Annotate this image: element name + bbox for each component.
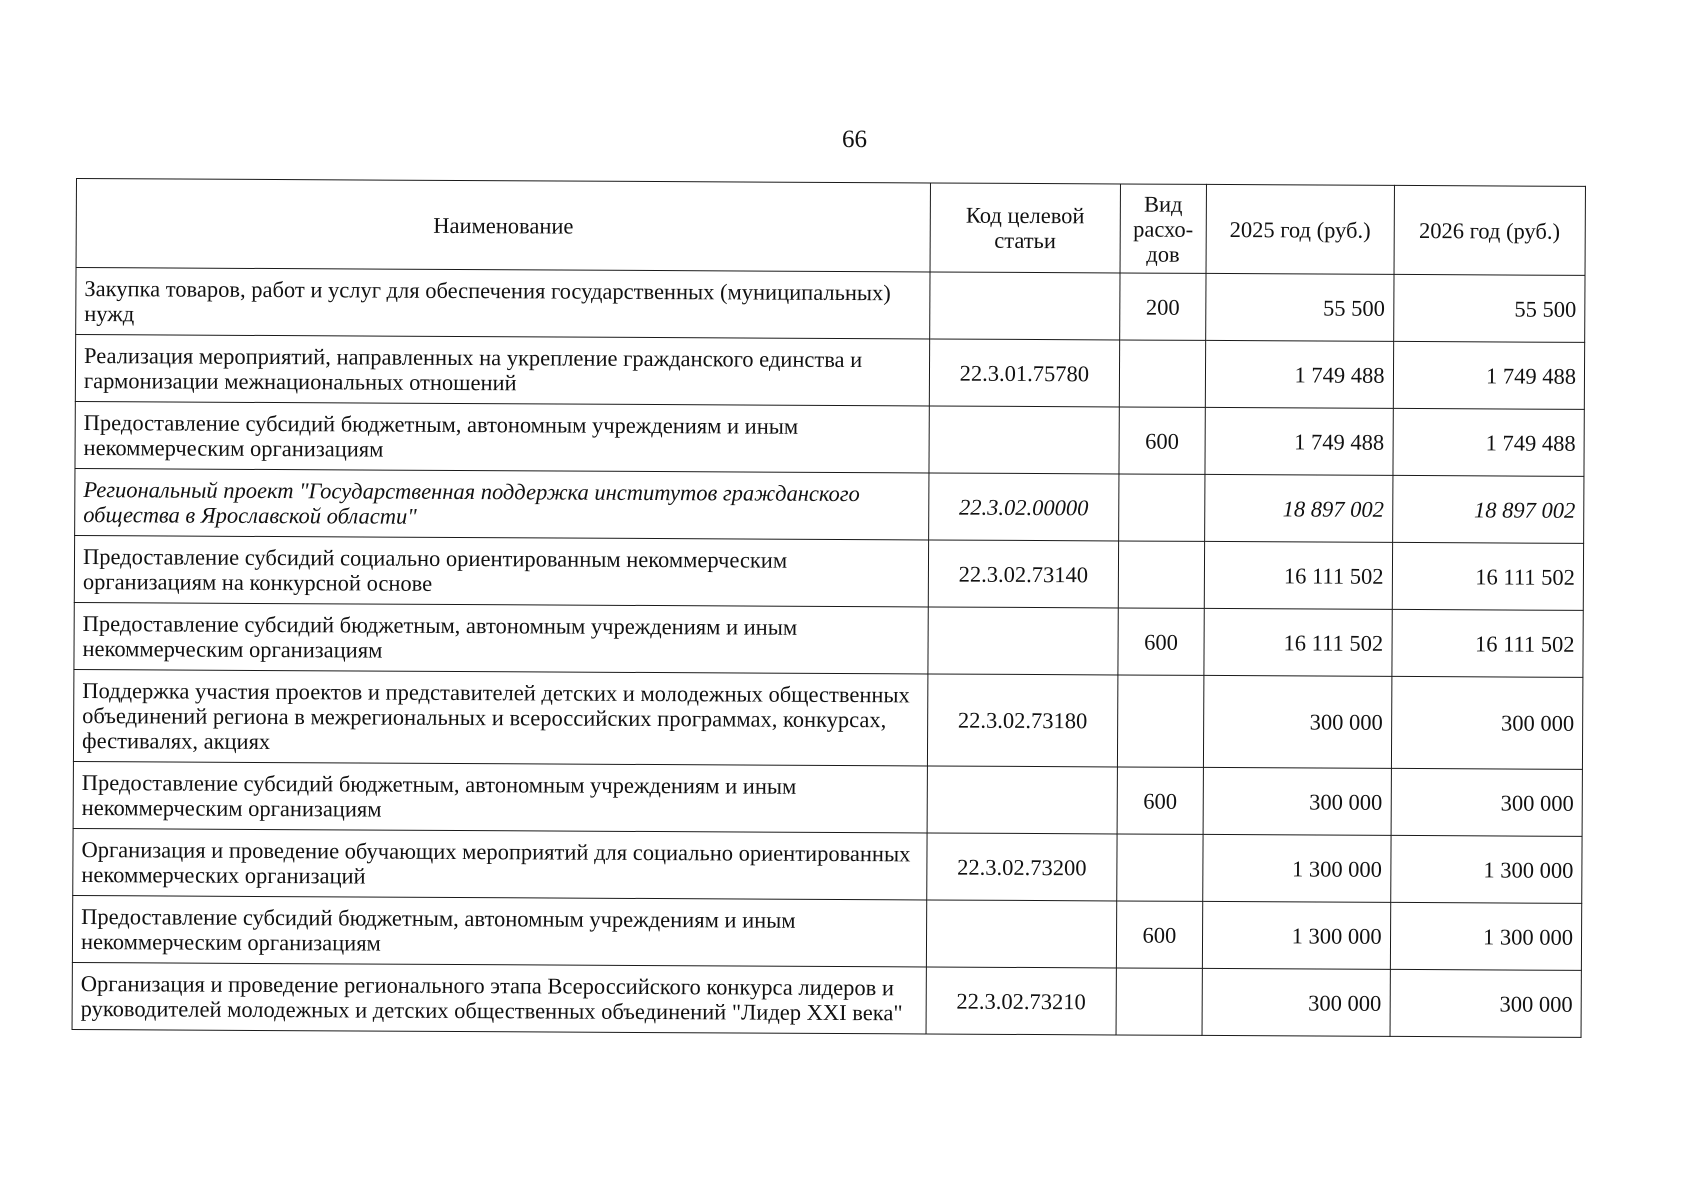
table-row bbox=[73, 669, 1582, 769]
header-kind: Вид расхо-дов bbox=[1120, 184, 1207, 273]
row-name: Поддержка участия проектов и представителей детских и молодежных общественных объединений региона в межрегиональных и всероссийских программах, конкурсах, фестивалях, акциях bbox=[73, 669, 928, 765]
row-name: Предоставление субсидий социально ориентированным некоммерческим организациям на конкурсной основе bbox=[74, 535, 929, 606]
page-number: 66 bbox=[842, 126, 867, 153]
row-code bbox=[930, 272, 1120, 340]
row-code: 22.3.01.75780 bbox=[930, 339, 1120, 407]
table-row bbox=[74, 535, 1583, 610]
table-row bbox=[72, 962, 1581, 1037]
row-code bbox=[927, 900, 1117, 968]
row-amount-2025: 55 500 bbox=[1206, 273, 1394, 341]
table-row bbox=[75, 335, 1584, 410]
row-amount-2026: 16 111 502 bbox=[1391, 609, 1583, 677]
row-amount-2026: 1 749 488 bbox=[1393, 341, 1585, 409]
row-amount-2025: 300 000 bbox=[1204, 675, 1392, 768]
row-kind: 600 bbox=[1119, 407, 1206, 474]
row-kind bbox=[1116, 834, 1203, 901]
row-kind bbox=[1119, 340, 1206, 407]
row-code bbox=[928, 607, 1118, 675]
row-code: 22.3.02.73180 bbox=[928, 674, 1118, 767]
table-row bbox=[72, 895, 1581, 970]
header-year-2026: 2026 год (руб.) bbox=[1394, 185, 1586, 275]
row-name: Предоставление субсидий бюджетным, автономным учреждениям и иным некоммерческим организациям bbox=[73, 761, 928, 832]
row-amount-2026: 300 000 bbox=[1391, 676, 1583, 769]
row-name: Закупка товаров, работ и услуг для обеспечения государственных (муниципальных) нужд bbox=[76, 268, 931, 339]
row-amount-2025: 300 000 bbox=[1202, 968, 1390, 1036]
header-code: Код целевой статьи bbox=[930, 183, 1120, 273]
row-amount-2025: 300 000 bbox=[1203, 767, 1391, 835]
row-amount-2026: 16 111 502 bbox=[1392, 542, 1584, 610]
header-name: Наименование bbox=[76, 179, 931, 272]
row-code: 22.3.02.73200 bbox=[927, 833, 1117, 901]
row-name: Реализация мероприятий, направленных на укрепление гражданского единства и гармонизации межнациональных отношений bbox=[75, 335, 930, 406]
row-amount-2026: 55 500 bbox=[1393, 274, 1585, 342]
row-kind bbox=[1118, 474, 1205, 541]
row-code bbox=[929, 406, 1119, 474]
row-name: Предоставление субсидий бюджетным, автономным учреждениям и иным некоммерческим организациям bbox=[72, 895, 927, 966]
row-amount-2026: 18 897 002 bbox=[1392, 475, 1584, 543]
row-kind: 600 bbox=[1116, 901, 1203, 968]
row-amount-2026: 300 000 bbox=[1391, 768, 1583, 836]
row-kind: 600 bbox=[1118, 608, 1205, 675]
table-row bbox=[75, 401, 1584, 476]
row-kind bbox=[1118, 541, 1205, 608]
row-amount-2025: 1 300 000 bbox=[1203, 834, 1391, 902]
row-name: Предоставление субсидий бюджетным, автономным учреждениям и иным некоммерческим организациям bbox=[75, 401, 930, 472]
row-kind bbox=[1116, 968, 1203, 1035]
table-body bbox=[72, 268, 1585, 1038]
row-amount-2026: 300 000 bbox=[1390, 969, 1582, 1037]
row-name: Организация и проведение регионального этапа Всероссийского конкурса лидеров и руководителей молодежных и детских общественных объединений "Лидер XXI века" bbox=[72, 962, 927, 1033]
row-code bbox=[927, 766, 1117, 834]
row-code: 22.3.02.73140 bbox=[928, 540, 1118, 608]
row-name: Региональный проект "Государственная поддержка институтов гражданского общества в Ярославской области" bbox=[75, 468, 930, 539]
row-code: 22.3.02.73210 bbox=[926, 967, 1116, 1035]
row-amount-2025: 18 897 002 bbox=[1205, 474, 1393, 542]
table-row bbox=[75, 468, 1584, 543]
row-amount-2026: 1 300 000 bbox=[1390, 835, 1582, 903]
row-kind: 200 bbox=[1119, 273, 1206, 340]
table-row bbox=[74, 602, 1583, 677]
row-amount-2025: 16 111 502 bbox=[1204, 541, 1392, 609]
row-kind bbox=[1117, 675, 1204, 767]
row-amount-2026: 1 749 488 bbox=[1393, 408, 1585, 476]
row-amount-2025: 16 111 502 bbox=[1204, 608, 1392, 676]
budget-table bbox=[72, 178, 1586, 1038]
row-amount-2025: 1 749 488 bbox=[1205, 407, 1393, 475]
row-kind: 600 bbox=[1117, 767, 1204, 834]
row-amount-2025: 1 749 488 bbox=[1206, 340, 1394, 408]
table-row bbox=[73, 828, 1582, 903]
table-row bbox=[73, 761, 1582, 836]
row-name: Организация и проведение обучающих мероприятий для социально ориентированных некоммерческих организаций bbox=[73, 828, 928, 899]
row-amount-2026: 1 300 000 bbox=[1390, 902, 1582, 970]
row-code: 22.3.02.00000 bbox=[929, 473, 1119, 541]
row-amount-2025: 1 300 000 bbox=[1203, 901, 1391, 969]
table-header bbox=[76, 179, 1585, 276]
row-name: Предоставление субсидий бюджетным, автономным учреждениям и иным некоммерческим организациям bbox=[74, 602, 929, 673]
header-year-2025: 2025 год (руб.) bbox=[1206, 184, 1394, 274]
table-row bbox=[76, 268, 1585, 343]
